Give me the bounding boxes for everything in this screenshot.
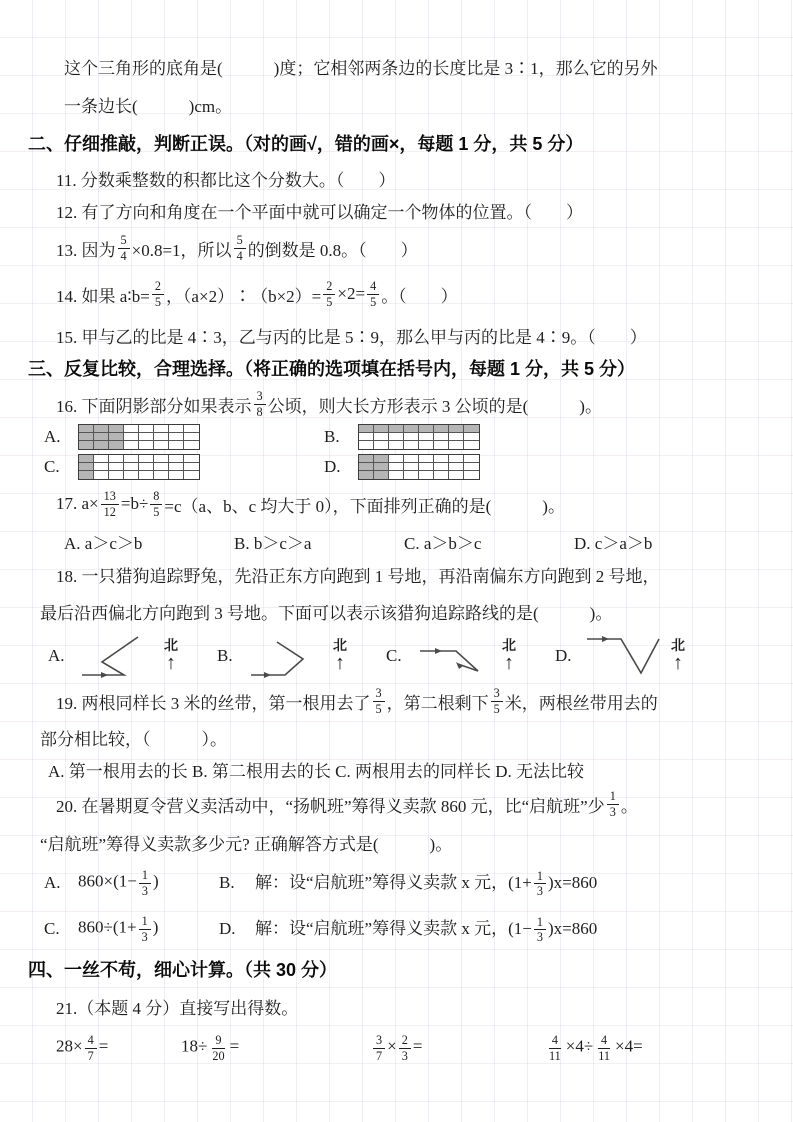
grid-cell [169, 425, 184, 433]
grid-cell [449, 471, 464, 479]
fraction: $\frac{8}{5}$ [150, 489, 162, 518]
grid-cell [169, 463, 184, 471]
section4-heading: 四、一丝不苟，细心计算。（共 30 分） [28, 960, 338, 980]
grid-cell [94, 441, 109, 449]
north-indicator-a [164, 640, 178, 672]
grid-cell [94, 433, 109, 441]
route-diagram-b [247, 631, 327, 681]
calc-item-2: 18÷ $\frac{9}{20}$ = [181, 1033, 240, 1063]
q20-option-a-formula: 860×(1− $\frac{1}{3}$ ) [78, 868, 159, 898]
q16-option-a-label: A. [44, 427, 61, 446]
question-15: 15. 甲与乙的比是 4∶3，乙与丙的比是 5∶9，那么甲与丙的比是 4∶9。（ ） [56, 327, 647, 347]
q17-option-d: D. c＞a＞b [574, 533, 653, 553]
q18-option-c [386, 631, 555, 681]
q16-options-row-1 [44, 422, 793, 452]
grid-cell [404, 441, 419, 449]
fraction: $\frac{4}{5}$ [367, 279, 379, 308]
calc-item-3: $\frac{3}{7}$ × $\frac{2}{3}$ = [371, 1033, 489, 1062]
q16-option-a [44, 424, 324, 450]
grid-cell [109, 441, 124, 449]
grid-cell [464, 433, 479, 441]
grid-cell [464, 425, 479, 433]
grid-cell [124, 455, 139, 463]
question-18-line1: 18. 一只猎狗追踪野兔，先沿正东方向跑到 1 号地，再沿南偏东方向跑到 2 号地， [56, 566, 660, 586]
fraction: $\frac{1}{3}$ [139, 914, 151, 943]
grid-cell [154, 433, 169, 441]
grid-cell [434, 471, 449, 479]
route-diagram-d [585, 631, 665, 681]
fraction: $\frac{1}{3}$ [139, 868, 151, 897]
question-20-line1: 20. 在暑期夏令营义卖活动中，“扬帆班”筹得义卖款 860 元，比“启航班”少 $\frac{1}{3}$ 。 [56, 789, 638, 819]
grid-cell [109, 455, 124, 463]
fraction: $\frac{1}{3}$ [534, 915, 546, 944]
grid-cell [434, 425, 449, 433]
fraction: $\frac{1}{3}$ [607, 789, 619, 818]
q16-option-b-label: B. [324, 427, 340, 446]
q20-option-a-label: A. [44, 873, 61, 892]
grid-cell [184, 471, 199, 479]
grid-cell [79, 441, 94, 449]
grid-cell [139, 471, 154, 479]
grid-cell [109, 433, 124, 441]
grid-cell [374, 455, 389, 463]
grid-cell [94, 455, 109, 463]
calc-item-1: 28× $\frac{4}{7}$ = [56, 1033, 109, 1063]
q10-line2: 一条边长( )cm。 [64, 97, 233, 116]
grid-cell [124, 463, 139, 471]
q18-option-d-label: D. [555, 646, 572, 665]
fraction: $\frac{5}{4}$ [234, 233, 246, 262]
grid-cell [359, 463, 374, 471]
q19-options-line: A. 第一根用去的长 B. 第二根用去的长 C. 两根用去的同样长 D. 无法比较 [48, 761, 584, 781]
q18-option-a-label: A. [48, 646, 65, 665]
grid-cell [154, 455, 169, 463]
question-11: 11. 分数乘整数的积都比这个分数大。（ ） [56, 170, 396, 190]
q20-option-d-label: D. [219, 919, 236, 938]
north-arrow-icon: ↑ [504, 652, 514, 674]
question-21-title: 21.（本题 4 分）直接写出得数。 [56, 998, 299, 1018]
fraction: $\frac{3}{7}$ [373, 1033, 385, 1062]
section3-heading: 三、反复比较，合理选择。（将正确的选项填在括号内，每题 1 分，共 5 分） [28, 359, 636, 379]
q20-option-b [219, 868, 597, 899]
fraction: $\frac{2}{5}$ [152, 279, 164, 308]
north-indicator-d [671, 640, 685, 672]
q18-option-a [48, 631, 217, 681]
q18-options-row [48, 630, 793, 682]
grid-cell [169, 433, 184, 441]
fraction: $\frac{3}{8}$ [254, 389, 266, 418]
grid-cell [374, 425, 389, 433]
fraction-grid-c [78, 454, 200, 480]
q16-option-d [324, 454, 604, 480]
section2-heading: 二、仔细推敲，判断正误。（对的画√，错的画×，每题 1 分，共 5 分） [28, 134, 584, 154]
fraction: $\frac{5}{4}$ [118, 233, 130, 262]
question-19-line1: 19. 两根同样长 3 米的丝带，第一根用去了 $\frac{3}{5}$ ，第二根剩下 $\frac{3}{5}$ 米，两根丝带用去的 [56, 686, 658, 716]
q17-option-c: C. a＞b＞c [404, 533, 482, 553]
grid-cell [359, 471, 374, 479]
grid-cell [404, 433, 419, 441]
north-indicator-b [333, 640, 347, 672]
grid-cell [419, 433, 434, 441]
grid-cell [154, 425, 169, 433]
grid-cell [359, 425, 374, 433]
grid-cell [389, 433, 404, 441]
grid-cell [169, 455, 184, 463]
grid-cell [404, 463, 419, 471]
grid-cell [124, 425, 139, 433]
fraction: $\frac{4}{7}$ [85, 1033, 97, 1062]
grid-cell [79, 433, 94, 441]
q17-option-b: B. b＞c＞a [234, 533, 312, 553]
grid-cell [449, 463, 464, 471]
grid-cell [79, 425, 94, 433]
grid-cell [464, 471, 479, 479]
grid-cell [449, 433, 464, 441]
grid-cell [434, 463, 449, 471]
q20-option-b-formula: 解：设“启航班”筹得义卖款 x 元，(1+ $\frac{1}{3}$ )x=860 [255, 869, 598, 899]
north-label-d: 北 [671, 639, 685, 654]
grid-cell [374, 463, 389, 471]
q20-option-d-formula: 解：设“启航班”筹得义卖款 x 元，(1− $\frac{1}{3}$ )x=860 [255, 915, 598, 945]
fraction: $\frac{4}{11}$ [598, 1033, 610, 1063]
q17-option-a: A. a＞c＞b [64, 533, 143, 553]
q16-option-b [324, 424, 604, 450]
fraction: $\frac{2}{3}$ [399, 1033, 411, 1062]
grid-cell [139, 441, 154, 449]
q20-option-a [44, 868, 219, 897]
fraction: $\frac{3}{5}$ [373, 686, 385, 715]
grid-cell [139, 455, 154, 463]
grid-cell [449, 455, 464, 463]
grid-cell [434, 441, 449, 449]
grid-cell [139, 425, 154, 433]
grid-cell [184, 455, 199, 463]
grid-cell [94, 425, 109, 433]
grid-cell [359, 455, 374, 463]
q18-option-b-label: B. [217, 646, 233, 665]
north-arrow-icon: ↑ [335, 652, 345, 674]
north-indicator-c [502, 640, 516, 672]
north-arrow-icon: ↑ [673, 652, 683, 674]
grid-cell [464, 441, 479, 449]
fraction: $\frac{2}{5}$ [323, 279, 335, 308]
grid-cell [434, 433, 449, 441]
grid-cell [464, 463, 479, 471]
grid-cell [374, 441, 389, 449]
grid-cell [79, 463, 94, 471]
fraction: $\frac{3}{5}$ [491, 686, 503, 715]
grid-cell [184, 441, 199, 449]
grid-cell [154, 463, 169, 471]
q18-option-b [217, 631, 386, 681]
grid-cell [154, 471, 169, 479]
question-14: 14. 如果 a∶b= $\frac{2}{5}$ ，（a×2）∶（b×2）= $\frac{2}{5}$ ×2= $\frac{4}{5}$ 。（ ） [56, 279, 458, 309]
q21-calc-row [56, 1024, 793, 1072]
grid-cell [419, 455, 434, 463]
question-17-stem: 17. a× $\frac{13}{12}$ =b÷ $\frac{8}{5}$ =c（a、b、c 均大于 0），下面排列正确的是( )。 [56, 489, 565, 519]
grid-cell [404, 471, 419, 479]
grid-cell [404, 425, 419, 433]
q17-options-row [64, 526, 793, 556]
grid-cell [94, 463, 109, 471]
grid-cell [79, 455, 94, 463]
q16-options-row-2 [44, 452, 793, 482]
question-19-line2: 部分相比较，（ ）。 [40, 729, 227, 749]
fraction: $\frac{1}{3}$ [534, 869, 546, 898]
question-18-line2: 最后沿西偏北方向跑到 3 号地。下面可以表示该猎狗追踪路线的是( )。 [40, 603, 613, 623]
q18-option-c-label: C. [386, 646, 402, 665]
north-label-b: 北 [333, 639, 347, 654]
q18-option-d [555, 631, 724, 681]
grid-cell [374, 433, 389, 441]
grid-cell [449, 441, 464, 449]
grid-cell [79, 471, 94, 479]
q20-options-row-2 [44, 906, 793, 952]
grid-cell [359, 441, 374, 449]
q10-line1: 这个三角形的底角是( )度；它相邻两条边的长度比是 3∶1，那么它的另外 [64, 59, 658, 78]
grid-cell [139, 433, 154, 441]
route-diagram-c [416, 631, 496, 681]
grid-cell [419, 441, 434, 449]
fraction: $\frac{9}{20}$ [212, 1033, 225, 1063]
grid-cell [464, 455, 479, 463]
north-label-a: 北 [164, 639, 178, 654]
route-diagram-a [78, 631, 158, 681]
grid-cell [449, 425, 464, 433]
grid-cell [124, 433, 139, 441]
grid-cell [389, 471, 404, 479]
grid-cell [139, 463, 154, 471]
grid-cell [154, 441, 169, 449]
grid-cell [404, 455, 419, 463]
fraction: $\frac{13}{12}$ [101, 489, 119, 518]
question-12: 12. 有了方向和角度在一个平面中就可以确定一个物体的位置。（ ） [56, 202, 583, 222]
calc-item-4: $\frac{4}{11}$ ×4÷ $\frac{4}{11}$ ×4= [544, 1033, 643, 1062]
fraction-grid-b [358, 424, 480, 450]
grid-cell [419, 463, 434, 471]
grid-cell [434, 455, 449, 463]
grid-cell [374, 471, 389, 479]
grid-cell [124, 441, 139, 449]
north-arrow-icon: ↑ [166, 652, 176, 674]
grid-cell [169, 471, 184, 479]
q20-option-c-label: C. [44, 919, 60, 938]
q20-option-c-formula: 860÷(1+ $\frac{1}{3}$ ) [78, 914, 159, 944]
grid-cell [419, 425, 434, 433]
q16-option-c [44, 454, 324, 480]
question-20-line2: “启航班”筹得义卖款多少元? 正确解答方式是( )。 [40, 834, 453, 854]
grid-cell [109, 425, 124, 433]
grid-cell [109, 471, 124, 479]
grid-cell [109, 463, 124, 471]
grid-cell [419, 471, 434, 479]
q16-option-d-label: D. [324, 457, 341, 476]
grid-cell [359, 433, 374, 441]
fraction: $\frac{4}{11}$ [549, 1033, 561, 1063]
q20-option-c [44, 914, 219, 943]
q20-options-row-1 [44, 860, 793, 906]
fraction-grid-a [78, 424, 200, 450]
north-label-c: 北 [502, 639, 516, 654]
grid-cell [169, 441, 184, 449]
q20-option-b-label: B. [219, 873, 235, 892]
grid-cell [184, 463, 199, 471]
grid-cell [389, 463, 404, 471]
question-13: 13. 因为 $\frac{5}{4}$ ×0.8=1，所以 $\frac{5}{4}$ 的倒数是 0.8。（ ） [56, 233, 418, 263]
fraction-grid-d [358, 454, 480, 480]
grid-cell [184, 425, 199, 433]
grid-cell [389, 425, 404, 433]
q16-option-c-label: C. [44, 457, 60, 476]
grid-cell [124, 471, 139, 479]
grid-cell [184, 433, 199, 441]
grid-cell [389, 441, 404, 449]
grid-cell [94, 471, 109, 479]
q20-option-d [219, 914, 597, 945]
grid-cell [389, 455, 404, 463]
question-16-stem: 16. 下面阴影部分如果表示 $\frac{3}{8}$ 公顷，则大长方形表示 3 公顷的是( )。 [56, 389, 602, 419]
